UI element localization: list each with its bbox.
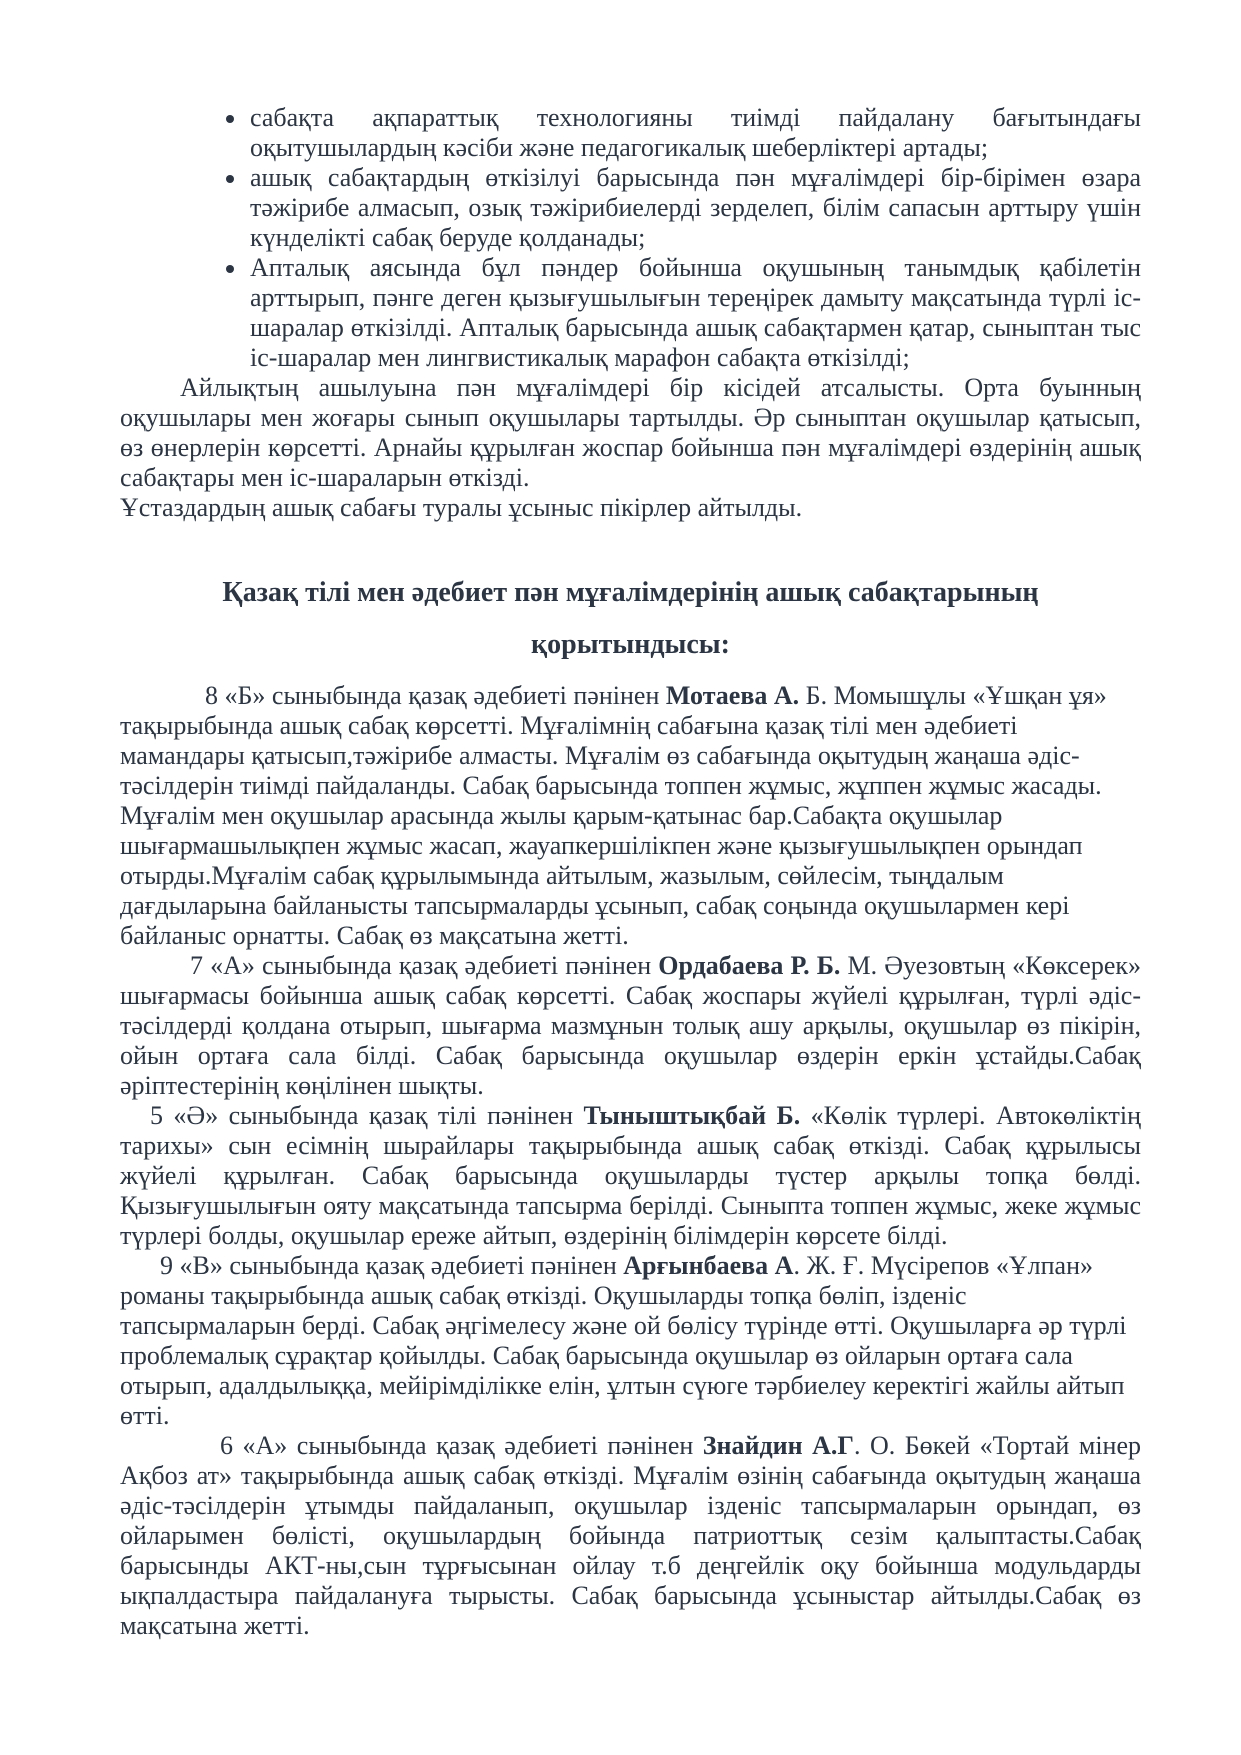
note-line: Ұстаздардың ашық сабағы туралы ұсыныс пікірлер айтылды. xyxy=(120,493,803,522)
paragraph-text: 8 «Б» сыныбында қазақ әдебиеті пәнінен xyxy=(205,681,666,710)
bullet-item: • ашық сабақтардың өткізілуі барысында пән мұғалімдері бір-бірімен өзара тәжірибе алмасып, озық тәжірибиелерді зерделеп, білім сапасын арттыру үшін күнделікті сабақ беруде қолданады; xyxy=(248,163,1141,253)
paragraph-text: «Көлік түрлері. Автокөліктің тарихы» сын есімнің шырайлары тақырыбында ашық сабақ өткізді. Сабақ құрылысы жүйелі құрылған. Сабақ барысында оқушыларды түстер арқылы топқа бөлді. Қызығушылығын ояту мақсатында тапсырма берілді. Сыныпта топпен жұмыс, жеке жұмыс түрлері болды, оқушылар ереже айтып, өздерінің білімдерін көрсете білді. xyxy=(120,1101,1141,1250)
report-paragraph-8b xyxy=(120,681,1141,951)
teacher-name: Мотаева А. xyxy=(665,681,800,710)
teacher-name: Арғынбаева А xyxy=(623,1251,794,1280)
paragraph-text: 5 «Ә» сыныбында қазақ тілі пәнінен xyxy=(150,1101,584,1130)
paragraph-text: 9 «В» сыныбында қазақ әдебиеті пәнінен xyxy=(160,1251,624,1280)
teacher-name: Знайдин А.Г xyxy=(702,1431,854,1460)
report-paragraph-7a xyxy=(120,951,1141,1101)
report-paragraph-6a xyxy=(120,1431,1141,1641)
paragraph-text: Б. Момышұлы «Ұшқан ұя» тақырыбында ашық сабақ көрсетті. Мұғалімнің сабағына қазақ тілі мен әдебиеті мамандары қатысып,тәжірибе алмасты. Мұғалім өз сабағында оқытудың жаңаша әдіс-тәсілдерін тиімді пайдаланды. Сабақ барысында топпен жұмыс, жұппен жұмыс жасады. Мұғалім мен оқушылар арасында жылы қарым-қатынас бар.Сабақта оқушылар шығармашылықпен жұмыс жасап, жауапкершілікпен және қызығушылықпен орындап отырды.Мұғалім сабақ құрылымында айтылым, жазылым, сөйлесім, тыңдалым дағдыларына байланысты тапсырмаларды ұсынып, сабақ соңында оқушылармен кері байланыс орнатты. Сабақ өз мақсатына жетті. xyxy=(120,681,1107,950)
report-paragraph-5a xyxy=(120,1101,1141,1251)
heading-line-2: қорытындысы: xyxy=(531,629,730,660)
bullet-item: • сабақта ақпараттық технологияны тиімді пайдалану бағытындағы оқытушылардың кәсіби және педагогикалық шеберліктері артады; xyxy=(248,103,1141,163)
paragraph-text: 7 «А» сыныбында қазақ әдебиеті пәнінен xyxy=(190,951,659,980)
bullet-item: • Апталық аясында бұл пәндер бойынша оқушының танымдық қабілетін арттырып, пәнге деген қызығушылығын тереңірек дамыту мақсатында түрлі іс-шаралар өткізілді. Апталық барысында ашық сабақтармен қатар, сыныптан тыс іс-шаралар мен лингвистикалық марафон сабақта өткізілді; xyxy=(248,253,1141,373)
paragraph-text: . О. Бөкей «Тортай мінер Ақбоз ат» тақырыбында ашық сабақ өткізді. Мұғалім өзінің сабағында оқытудың жаңаша әдіс-тәсілдерін ұтымды пайдаланып, оқушылар ізденіс тапсырмаларын орындап, өз ойларымен бөлісті, оқушылардың бойында патриоттық сезім қалыптасты.Сабақ барысынды АКТ-ны,сын тұрғысынан ойлау т.б деңгейлік оқу бойынша модульдарды ықпалдастыра пайдалануға тырысты. Сабақ барысында ұсыныстар айтылды.Сабақ өз мақсатына жетті. xyxy=(120,1431,1141,1640)
intro-paragraph: Айлықтың ашылуына пән мұғалімдері бір кісідей атсалысты. Орта буынның оқушылары мен жоғары сынып оқушылары тартылды. Әр сыныптан оқушылар қатысып, өз өнерлерін көрсетті. Арнайы құрылған жоспар бойынша пән мұғалімдері өздерінің ашық сабақтары мен іс-шараларын өткізді. xyxy=(120,373,1141,492)
paragraph-text: М. Әуезовтың «Көксерек» шығармасы бойынша ашық сабақ көрсетті. Сабақ жоспары жүйелі құрылған, түрлі әдіс-тәсілдерді қолдана отырып, шығарма мазмұнын толық ашу арқылы, оқушылар өз пікірін, ойын ортаға сала білді. Сабақ барысында оқушылар өздерін еркін ұстайды.Сабақ әріптестерінің көңілінен шықты. xyxy=(120,951,1142,1100)
report-paragraph-9v xyxy=(120,1251,1141,1431)
paragraph-text: 6 «А» сыныбында қазақ әдебиеті пәнінен xyxy=(220,1431,703,1460)
heading-line-1: Қазақ тілі мен әдебиет пән мұғалімдерінің ашық сабақтарының xyxy=(222,577,1039,608)
paragraph-text: . Ж. Ғ. Мүсірепов «Ұлпан» романы тақырыбында ашық сабақ өткізді. Оқушыларды топқа бөліп, ізденіс тапсырмаларын берді. Сабақ әңгімелесу және ой бөлісу түрінде өтті. Оқушыларға әр түрлі проблемалық сұрақтар қойылды. Сабақ барысында оқушылар өз ойларын ортаға сала отырып, адалдылыққа, мейірімділікке елін, ұлтын сүюге тәрбиелеу керектігі жайлы айтып өтті. xyxy=(120,1251,1127,1430)
section-heading xyxy=(120,567,1141,671)
bullet-list xyxy=(120,103,1141,373)
teacher-name: Ордабаева Р. Б. xyxy=(658,951,841,980)
teacher-name: Тыныштықбай Б. xyxy=(583,1101,801,1130)
